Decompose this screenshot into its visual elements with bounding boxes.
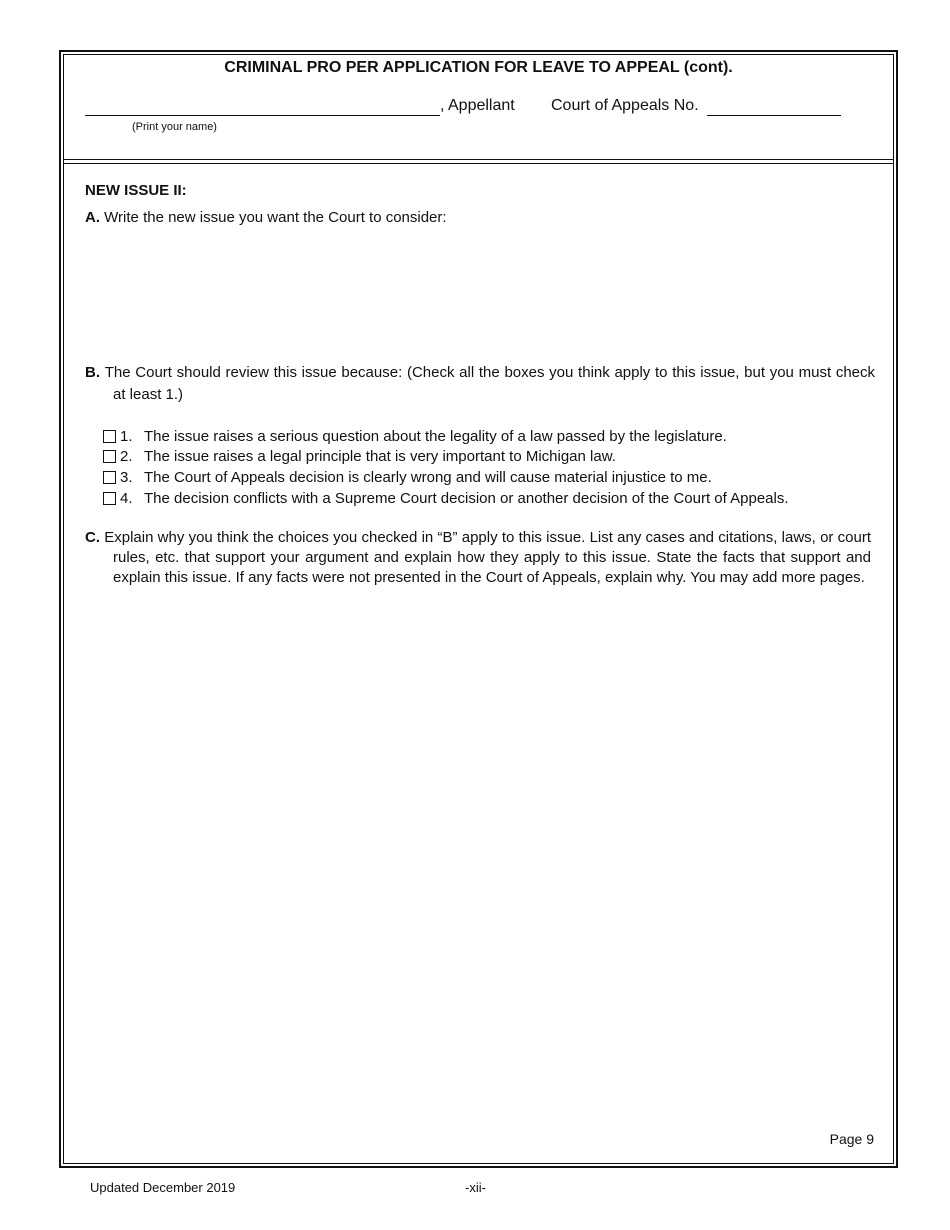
reason-text: The Court of Appeals decision is clearly wrong and will cause material injustice to me. <box>144 468 712 486</box>
reason-checkbox-3[interactable] <box>103 471 116 484</box>
reason-row <box>103 488 789 508</box>
court-of-appeals-label: Court of Appeals No. <box>551 97 699 114</box>
reason-checkbox-1[interactable] <box>103 430 116 443</box>
section-c-text: Explain why you think the choices you checked in “B” apply to this issue. List any cases and citations, laws, or court rules, etc. that support your argument and explain how they apply to this issue. State the facts that support and explain this issue. If any facts were not presented in the Court of Appeals, explain why. You may add more pages. <box>104 529 871 586</box>
updated-date: Updated December 2019 <box>90 1180 236 1195</box>
section-a-text: Write the new issue you want the Court to consider: <box>104 209 447 226</box>
reason-number: 2. <box>120 447 133 465</box>
issue-heading: NEW ISSUE II: <box>85 182 187 199</box>
reason-checkbox-2[interactable] <box>103 450 116 463</box>
reason-row <box>103 426 727 446</box>
court-of-appeals-number-field[interactable] <box>707 115 841 116</box>
header-divider-bottom <box>63 163 894 164</box>
section-c <box>85 528 871 588</box>
section-b-marker: B. <box>85 364 100 381</box>
roman-page-number: -xii- <box>465 1180 486 1195</box>
appellant-label: , Appellant <box>440 97 515 114</box>
section-a-marker: A. <box>85 209 100 226</box>
reason-checkbox-4[interactable] <box>103 492 116 505</box>
reason-number: 3. <box>120 468 133 486</box>
print-name-hint: (Print your name) <box>132 121 217 133</box>
appellant-name-field[interactable] <box>85 115 440 116</box>
header-divider-top <box>63 159 894 160</box>
reason-text: The issue raises a serious question about the legality of a law passed by the legislature. <box>144 427 727 445</box>
reason-number: 4. <box>120 489 133 507</box>
reason-text: The decision conflicts with a Supreme Court decision or another decision of the Court of Appeals. <box>144 489 789 507</box>
reason-number: 1. <box>120 427 133 445</box>
reason-row <box>103 446 616 466</box>
reason-row <box>103 467 712 487</box>
form-title: CRIMINAL PRO PER APPLICATION FOR LEAVE TO APPEAL (cont). <box>224 59 733 76</box>
reason-text: The issue raises a legal principle that is very important to Michigan law. <box>144 447 616 465</box>
section-a <box>85 208 875 228</box>
section-c-marker: C. <box>85 529 100 546</box>
section-b-text: The Court should review this issue because: (Check all the boxes you think apply to this issue, but you must check at least 1.) <box>104 364 875 403</box>
section-b <box>85 362 875 406</box>
page-number: Page 9 <box>829 1131 874 1147</box>
